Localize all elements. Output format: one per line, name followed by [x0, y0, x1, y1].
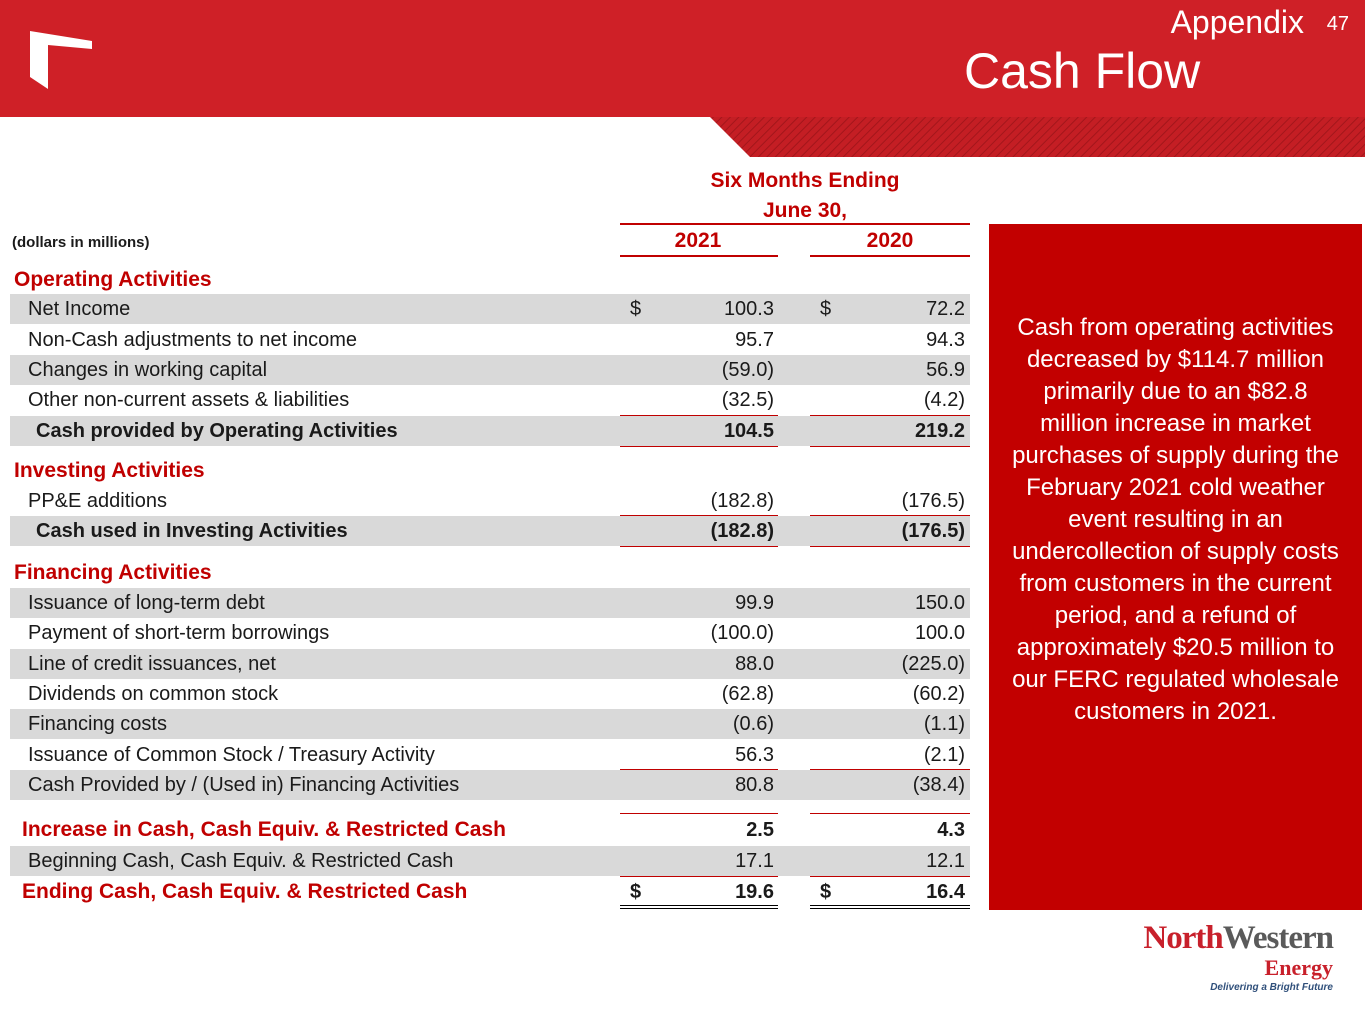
year-underline-2020 — [810, 255, 970, 257]
table-row: Changes in working capital (59.0) 56.9 — [10, 355, 970, 385]
table-row: Other non-current assets & liabilities (32.5) (4.2) — [28, 389, 965, 411]
table-row: Payment of short-term borrowings (100.0) 100.0 — [28, 622, 965, 644]
table-row-ending: Ending Cash, Cash Equiv. & Restricted Cash $ 19.6 $ 16.4 — [22, 880, 965, 903]
section-operating: Operating Activities — [14, 268, 212, 291]
logo-energy: Energy — [1264, 955, 1333, 980]
rule — [810, 813, 970, 814]
table-row: Financing costs (0.6) (1.1) — [10, 709, 970, 739]
header-band — [0, 0, 1365, 117]
table-row: Dividends on common stock (62.8) (60.2) — [28, 683, 965, 705]
rule — [620, 813, 778, 814]
logo-tagline: Delivering a Bright Future — [1210, 982, 1333, 993]
period-header: Six Months Ending June 30, — [710, 169, 900, 222]
callout-text: Cash from operating activities decreased by $114.7 million primarily due to an $82.8 million increase in market purchases of supply during the February 2021 cold weather event resulting in an undercollection of supply costs from customers in the current period, and a refund of approximately $20.5 million to our FERC regulated wholesale customers in 2021. — [1012, 314, 1339, 725]
table-row: PP&E additions (182.8) (176.5) — [28, 490, 965, 512]
total-rule — [810, 446, 970, 447]
section-label: Appendix — [1170, 4, 1304, 40]
table-row-total: Cash used in Investing Activities (182.8) (176.5) — [10, 516, 970, 546]
double-rule — [810, 905, 970, 909]
logo-western: Western — [1222, 920, 1333, 956]
logo-north: North — [1143, 920, 1223, 956]
table-row-increase: Increase in Cash, Cash Equiv. & Restricted Cash 2.5 4.3 — [22, 818, 965, 841]
year-header-2020: 2020 — [866, 229, 914, 252]
year-header-2021: 2021 — [674, 229, 722, 252]
corner-bracket-icon — [30, 31, 92, 91]
section-investing: Investing Activities — [14, 459, 205, 482]
company-logo — [1143, 920, 1333, 996]
table-row-total: Cash provided by Operating Activities 104.5 219.2 — [10, 416, 970, 446]
page-title: Cash Flow — [964, 43, 1201, 99]
year-underline-2021 — [620, 255, 778, 257]
total-rule — [810, 546, 970, 547]
table-row: Non-Cash adjustments to net income 95.7 94.3 — [28, 329, 965, 351]
commentary-callout — [989, 224, 1362, 910]
table-row: Beginning Cash, Cash Equiv. & Restricted Cash 17.1 12.1 — [10, 846, 970, 876]
table-row-total: Cash Provided by / (Used in) Financing Activities 80.8 (38.4) — [10, 770, 970, 800]
period-underline — [620, 223, 970, 225]
section-financing: Financing Activities — [14, 561, 212, 584]
units-note: (dollars in millions) — [12, 234, 150, 251]
total-rule — [620, 546, 778, 547]
header-stripe — [0, 117, 1365, 157]
table-row: Issuance of Common Stock / Treasury Activity 56.3 (2.1) — [28, 744, 965, 766]
page-number: 47 — [1326, 13, 1349, 35]
table-row: Net Income $ 100.3 $ 72.2 — [10, 294, 970, 324]
total-rule — [620, 446, 778, 447]
table-row: Line of credit issuances, net 88.0 (225.0) — [10, 649, 970, 679]
table-row: Issuance of long-term debt 99.9 150.0 — [10, 588, 970, 618]
double-rule — [620, 905, 778, 909]
